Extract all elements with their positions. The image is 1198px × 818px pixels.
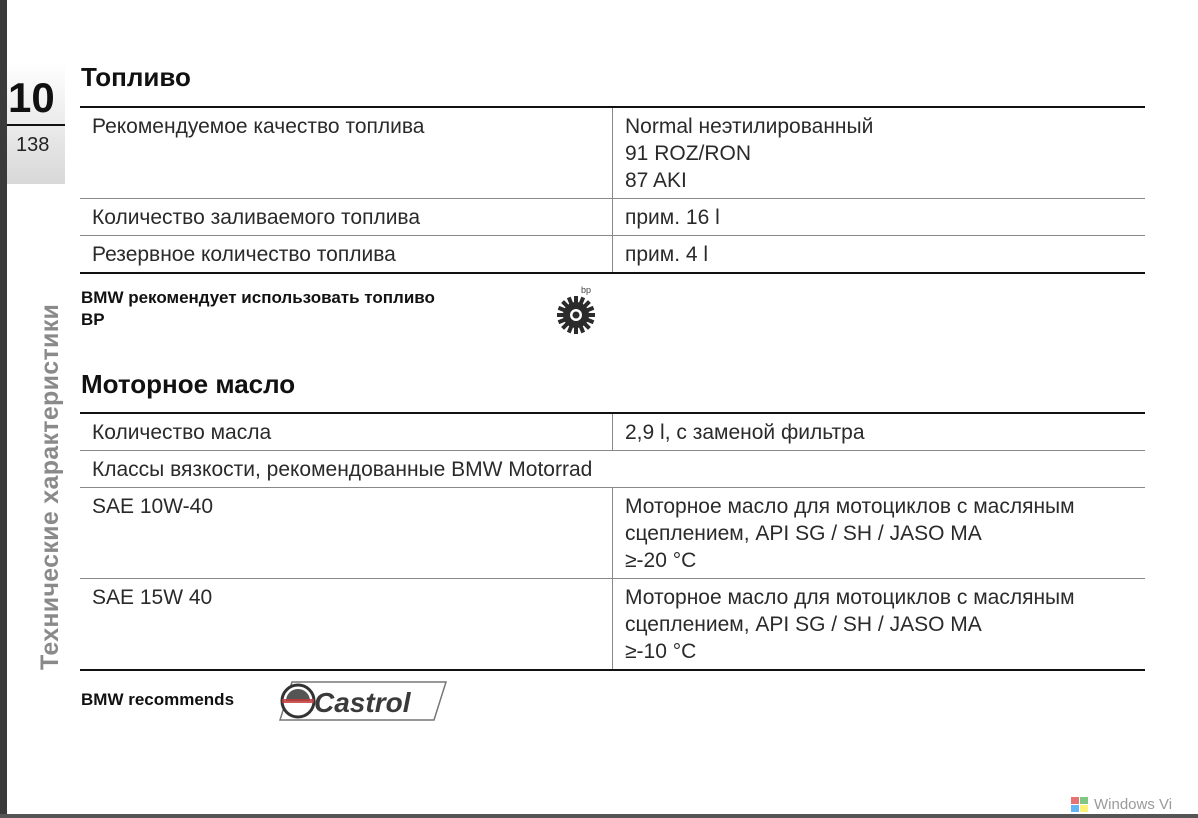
oil-grade-line: Моторное масло для мотоциклов с масляным bbox=[625, 586, 1075, 609]
oil-section-title: Моторное масло bbox=[81, 369, 296, 399]
table-row bbox=[80, 579, 1145, 671]
oil-grade-line: ≥-20 °C bbox=[625, 549, 697, 572]
oil-grade-line: Моторное масло для мотоциклов с масляным bbox=[625, 495, 1075, 518]
oil-quantity-value: 2,9 l, с заменой фильтра bbox=[613, 413, 1146, 451]
fuel-quality-line: 87 AKI bbox=[625, 169, 687, 192]
table-row bbox=[80, 488, 1145, 579]
fuel-capacity-value: прим. 16 l bbox=[613, 199, 1146, 236]
oil-grade-line: сцеплением, API SG / SH / JASO MA bbox=[625, 613, 982, 636]
oil-grade-value bbox=[613, 488, 1146, 579]
oil-quantity-label: Количество масла bbox=[80, 413, 613, 451]
castrol-recommendation: BMW recommends bbox=[81, 690, 235, 709]
chapter-side-title: Технические характеристики bbox=[36, 303, 64, 670]
fuel-quality-line: Normal неэтилированный bbox=[625, 115, 874, 138]
bp-recommendation-line: BMW рекомендует использовать топливо bbox=[81, 288, 435, 307]
windows-logo-icon bbox=[1070, 796, 1090, 814]
viscosity-header: Классы вязкости, рекомендованные BMW Motorrad bbox=[80, 451, 1145, 488]
page-bottom-edge bbox=[0, 814, 1198, 818]
fuel-reserve-value: прим. 4 l bbox=[613, 236, 1146, 274]
bp-recommendation-line: BP bbox=[81, 310, 105, 329]
oil-grade-label: SAE 15W 40 bbox=[80, 579, 613, 671]
bp-logo-icon bbox=[555, 283, 599, 335]
table-row bbox=[80, 413, 1145, 451]
svg-text:bp: bp bbox=[581, 285, 592, 295]
fuel-spec-table bbox=[80, 106, 1145, 274]
chapter-divider bbox=[7, 124, 65, 126]
table-row bbox=[80, 199, 1145, 236]
castrol-logo-icon bbox=[274, 680, 448, 722]
oil-grade-line: сцеплением, API SG / SH / JASO MA bbox=[625, 522, 982, 545]
fuel-section-title: Топливо bbox=[81, 62, 191, 92]
table-row bbox=[80, 451, 1145, 488]
fuel-capacity-label: Количество заливаемого топлива bbox=[80, 199, 613, 236]
fuel-quality-value bbox=[613, 107, 1146, 199]
table-row bbox=[80, 236, 1145, 274]
oil-grade-label: SAE 10W-40 bbox=[80, 488, 613, 579]
oil-grade-line: ≥-10 °C bbox=[625, 640, 697, 663]
bp-recommendation bbox=[81, 287, 435, 331]
windows-watermark-text: Windows Vi bbox=[1094, 796, 1173, 813]
page-number: 138 bbox=[16, 134, 50, 156]
chapter-number: 10 bbox=[8, 74, 55, 121]
page-left-edge bbox=[0, 0, 7, 818]
oil-spec-table bbox=[80, 412, 1145, 671]
fuel-quality-label: Рекомендуемое качество топлива bbox=[80, 107, 613, 199]
fuel-reserve-label: Резервное количество топлива bbox=[80, 236, 613, 274]
castrol-logo-text: Castrol bbox=[314, 687, 411, 718]
table-row bbox=[80, 107, 1145, 199]
oil-grade-value bbox=[613, 579, 1146, 671]
windows-watermark bbox=[1070, 796, 1172, 814]
fuel-quality-line: 91 ROZ/RON bbox=[625, 142, 752, 165]
